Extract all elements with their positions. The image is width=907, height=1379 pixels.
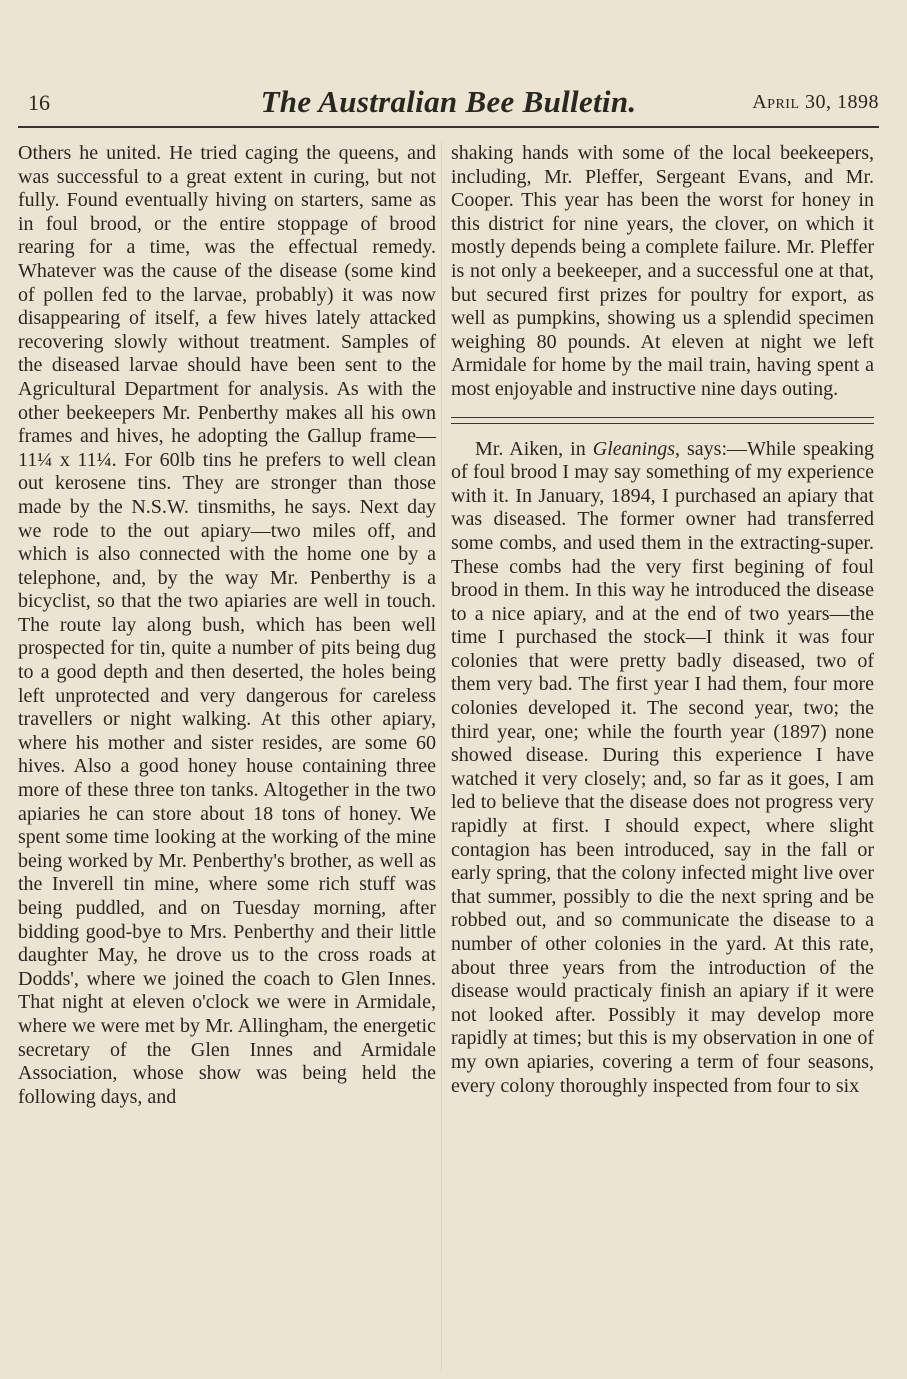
right-column <box>451 142 874 1098</box>
journal-title: The Australian Bee Bulletin. <box>260 84 637 119</box>
left-column <box>18 142 436 1109</box>
article-paragraph <box>451 438 874 1099</box>
header-rule <box>18 126 879 128</box>
right-column-top-text: shaking hands with some of the local beekeepers, including, Mr. Pleffer, Sergeant Evans, and Mr. Cooper. This year has been the worst for honey in this district for nine years, the clover, on which it mostly depends being a complete failure. Mr. Pleffer is not only a beekeeper, and a successful one at that, but secured first prizes for poultry for export, as well as pumpkins, showing us a splendid specimen weighing 80 pounds. At eleven at night we left Armidale for home by the mail train, having spent a most enjoyable and instructive nine days outing. <box>451 142 874 400</box>
page-header <box>18 84 879 124</box>
article-text: , says:—While speaking of foul brood I may say something of my experience with it. In January, 1894, I purchased an apiary that was diseased. The former owner had transferred some combs, and used them in the extracting-super. These combs had the very first begining of foul brood in them. In this way he introduced the disease to a nice apiary, and at the end of two years—the time I purchased the stock—I think it was four colonies that were pretty badly diseased, two of them very bad. The first year I had them, four more colonies developed it. The second year, two; the third year, one; while the fourth year (1897) none showed disease. During this experience I have watched it very closely; and, so far as it goes, I am led to believe that the disease does not progress very rapidly at first. I should expect, where slight contagion has been introduced, say in the fall or early spring, that the colony infected might live over that summer, possibly to die the next spring and be robbed out, and so communicate the disease to a number of other colonies in the yard. At this rate, about three years from the introduction of the disease would practicaly finish an apiary if it were not looked after. Possibly it may develop more rapidly at times; but this is my observation in one of my own apiaries, covering a term of four seasons, every colony thoroughly inspected from four to six <box>451 437 875 1097</box>
page-number: 16 <box>28 90 50 115</box>
article-intro: Mr. Aiken, in <box>475 437 593 460</box>
issue-date: April 30, 1898 <box>752 91 879 113</box>
article-divider <box>451 417 874 424</box>
column-gutter <box>441 142 442 1372</box>
article-source: Gleanings <box>592 437 675 460</box>
left-column-text: Others he united. He tried caging the queens, and was successful to a great extent in curing, but not fully. Found eventually hiving on starters, same as in foul brood, or the entire stoppage of brood rearing for a time, was the effectual remedy. Whatever was the cause of the disease (some kind of pollen fed to the larvae, probably) it was now disappearing of itself, a few hives lately attacked recovering slowly without treatment. Samples of the diseased larvae should have been sent to the Agricultural Department for analysis. As with the other beekeepers Mr. Penberthy makes all his own frames and hives, he adopting the Gallup frame—11¼ x 11¼. For 60lb tins he prefers to well clean out kerosene tins. They are stronger than those made by the N.S.W. tinsmiths, he says. Next day we rode to the out apiary—two miles off, and which is also connected with the home one by a telephone, and, by the way Mr. Penberthy is a bicyclist, so that the two apiaries are well in touch. The route lay along bush, which has been well prospected for tin, quite a number of pits being dug to a good depth and then deserted, the holes being left unprotected and very dangerous for careless travellers or night walking. At this other apiary, where his mother and sister resides, are some 60 hives. Also a good honey house containing three more of these three ton tanks. Altogether in the two apiaries he can store about 18 tons of honey. We spent some time looking at the working of the mine being worked by Mr. Penberthy's brother, as well as the Inverell tin mine, where some rich stuff was being puddled, and on Tuesday morning, after bidding good-bye to Mrs. Penberthy and their little daughter May, he drove us to the cross roads at Dodds', where we joined the coach to Glen Innes. That night at eleven o'clock we were in Armidale, where we were met by Mr. Allingham, the energetic secretary of the Glen Innes and Armidale Association, whose show was being held the following days, and <box>18 142 436 1108</box>
